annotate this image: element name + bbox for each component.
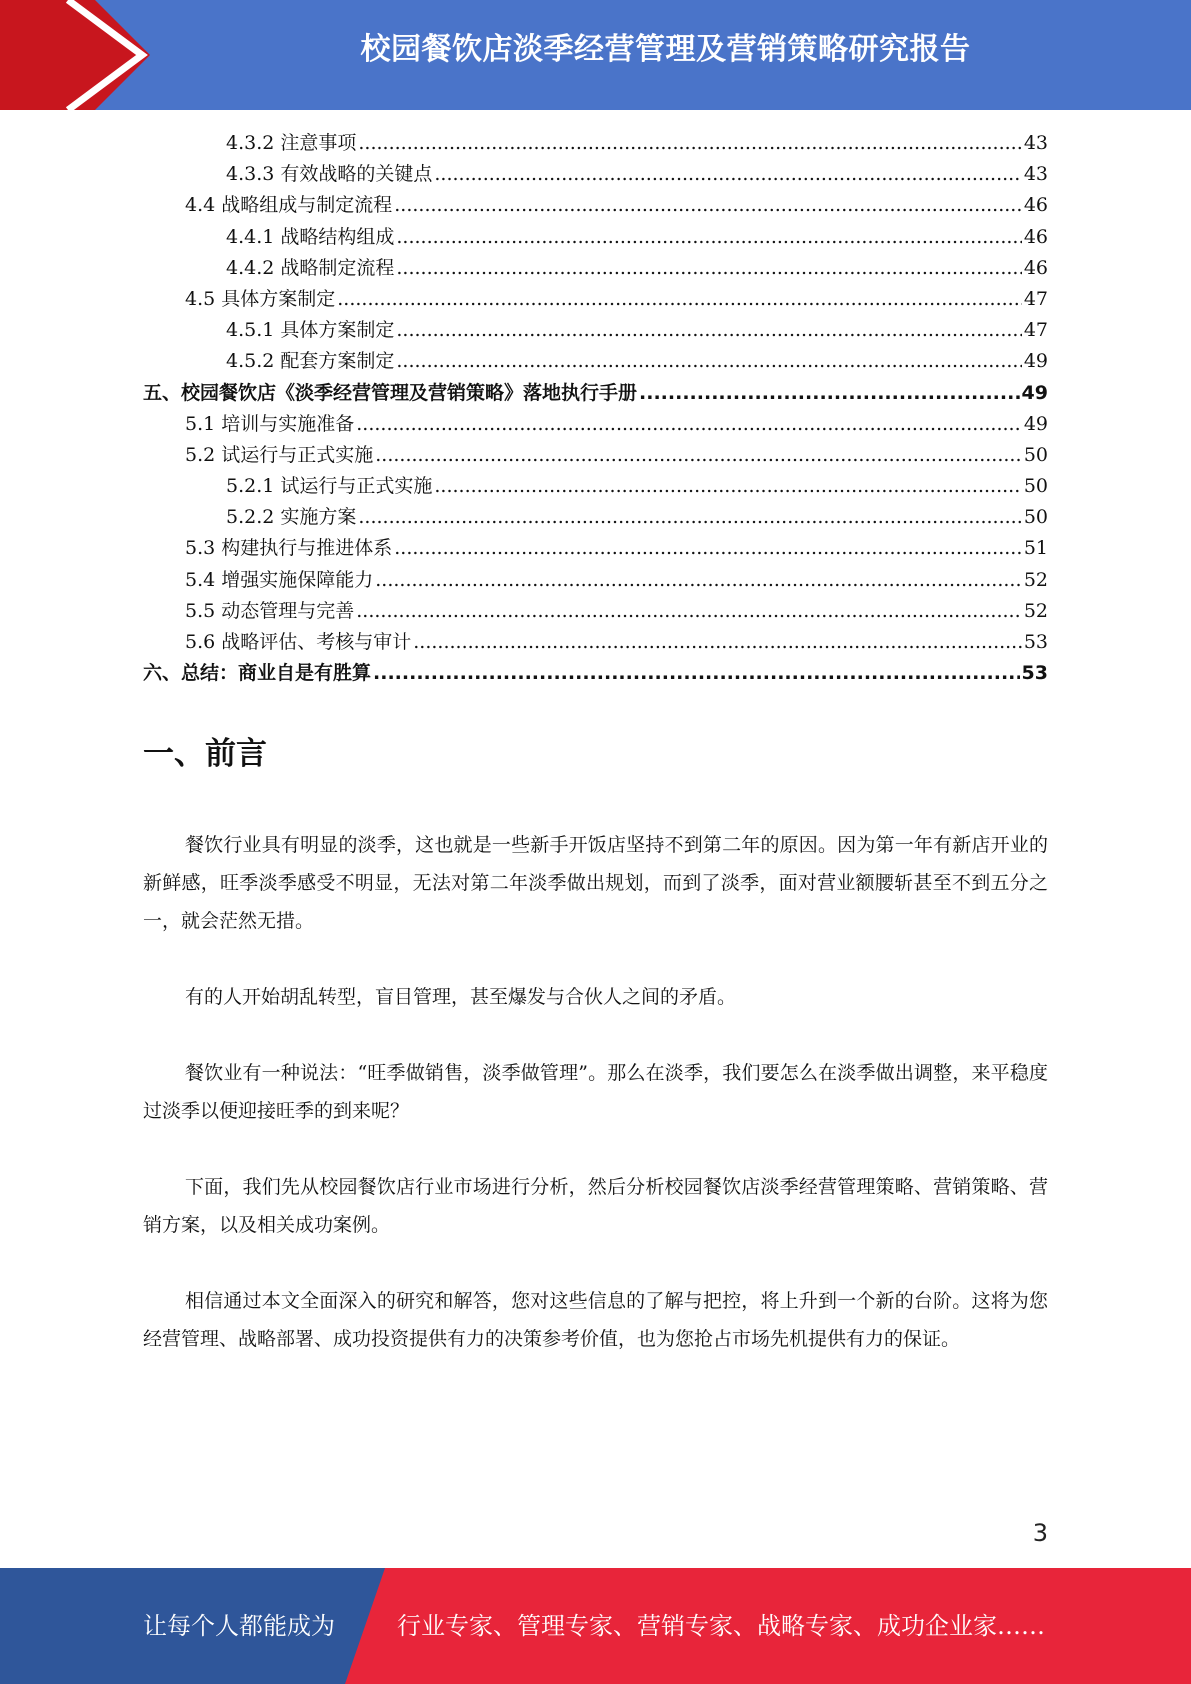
toc-entry-label: 4.5.1 具体方案制定 [226,319,395,342]
toc-leader-dots [396,253,1021,284]
toc-entry[interactable] [143,565,1048,596]
page-number: 3 [1032,1519,1048,1547]
toc-entry[interactable] [143,440,1048,471]
toc-entry-page: 46 [1023,256,1048,279]
toc-leader-dots [434,471,1021,502]
toc-entry[interactable] [143,253,1048,284]
toc-entry[interactable] [143,128,1048,159]
toc-leader-dots [413,627,1022,658]
toc-entry-page: 50 [1023,506,1048,529]
toc-leader-dots [375,565,1022,596]
page-header [0,0,1191,110]
paragraph: 相信通过本文全面深入的研究和解答，您对这些信息的了解与把控，将上升到一个新的台阶。这将为您经营管理、战略部署、成功投资提供有力的决策参考价值，也为您抢占市场先机提供有力的保证。 [143,1290,1048,1350]
toc-entry-label: 5.2.1 试运行与正式实施 [226,475,433,498]
toc-entry[interactable] [143,533,1048,564]
toc-entry-page: 53 [1023,631,1048,653]
paragraph: 餐饮行业具有明显的淡季，这也就是一些新手开饭店坚持不到第二年的原因。因为第一年有新店开业的新鲜感，旺季淡季感受不明显，无法对第二年淡季做出规划，而到了淡季，面对营业额腰斩甚至不到五分之一，就会茫然无措。 [143,834,1048,932]
toc-leader-dots [434,159,1021,190]
toc-entry[interactable] [143,346,1048,377]
toc-entry-page: 43 [1023,163,1048,186]
toc-entry-label: 5.2.2 实施方案 [226,506,357,529]
toc-entry-label: 4.5 具体方案制定 [185,287,336,310]
toc-entry[interactable] [143,190,1048,221]
toc-entry-page: 46 [1023,194,1048,217]
toc-entry-page: 52 [1023,599,1048,622]
footer-slogan-right: 行业专家、管理专家、营销专家、战略专家、成功企业家…… [397,1612,1045,1640]
toc-leader-dots [396,315,1021,346]
toc-entry-page: 49 [1023,412,1048,435]
toc-leader-dots [396,346,1021,377]
toc-leader-dots [356,596,1022,627]
toc-entry[interactable] [143,315,1048,346]
toc-leader-dots [337,284,1022,315]
footer-slogan-left: 让每个人都能成为 [143,1612,335,1640]
section-heading: 一、前言 [143,736,267,772]
toc-entry-label: 六、总结：商业自是有胜算 [143,662,372,685]
toc-entry[interactable] [143,596,1048,627]
toc-leader-dots [396,222,1021,253]
toc-entry[interactable] [143,284,1048,315]
toc-entry-page: 49 [1023,350,1048,373]
paragraph: 餐饮业有一种说法：“旺季做销售，淡季做管理”。那么在淡季，我们要怎么在淡季做出调整，来平稳度过淡季以便迎接旺季的到来呢？ [143,1062,1048,1122]
toc-leader-dots [358,502,1021,533]
toc-entry[interactable] [143,409,1048,440]
toc-entry[interactable] [143,159,1048,190]
toc-entry-label: 5.3 构建执行与推进体系 [185,537,393,560]
toc-leader-dots [394,533,1022,564]
toc-entry-page: 47 [1023,319,1048,342]
toc-leader-dots [358,128,1021,159]
toc-entry-label: 5.6 战略评估、考核与审计 [185,631,412,653]
toc-entry-label: 5.4 增强实施保障能力 [185,568,374,591]
header-red-arrow [0,0,160,110]
toc-entry-label: 5.2 试运行与正式实施 [185,443,374,466]
toc-entry[interactable] [143,627,1048,658]
toc-entry-label: 五、校园餐饮店《淡季经营管理及营销策略》落地执行手册 [143,381,638,404]
toc-entry-page: 53 [1021,662,1048,685]
table-of-contents [143,128,1048,689]
toc-entry[interactable] [143,471,1048,502]
paragraph: 有的人开始胡乱转型，盲目管理，甚至爆发与合伙人之间的矛盾。 [185,986,737,1008]
page-footer [0,1568,1191,1684]
toc-entry[interactable] [143,222,1048,253]
toc-entry-label: 4.4.1 战略结构组成 [226,225,395,248]
toc-entry-label: 5.1 培训与实施准备 [185,412,355,435]
toc-entry-label: 4.5.2 配套方案制定 [226,350,395,373]
toc-entry-label: 4.4 战略组成与制定流程 [185,194,393,217]
toc-entry-page: 49 [1021,381,1048,404]
toc-chapter-entry[interactable] [143,658,1048,689]
toc-entry-label: 5.5 动态管理与完善 [185,599,355,622]
report-title: 校园餐饮店淡季经营管理及营销策略研究报告 [360,32,971,67]
toc-entry-page: 50 [1023,475,1048,498]
toc-leader-dots [373,658,1020,689]
body-text [143,826,1048,1396]
toc-entry-label: 4.3.2 注意事项 [226,132,357,154]
toc-chapter-entry[interactable] [143,378,1048,409]
toc-entry-page: 43 [1023,132,1048,154]
toc-leader-dots [375,440,1022,471]
toc-leader-dots [356,409,1022,440]
toc-entry-page: 52 [1023,568,1048,591]
toc-entry-page: 47 [1023,287,1048,310]
toc-entry-page: 51 [1023,537,1048,560]
paragraph: 下面，我们先从校园餐饮店行业市场进行分析，然后分析校园餐饮店淡季经营管理策略、营销策略、营销方案，以及相关成功案例。 [143,1176,1048,1236]
toc-entry[interactable] [143,502,1048,533]
toc-entry-page: 50 [1023,443,1048,466]
toc-entry-label: 4.4.2 战略制定流程 [226,256,395,279]
toc-leader-dots [394,190,1022,221]
toc-entry-label: 4.3.3 有效战略的关键点 [226,163,433,186]
toc-entry-page: 46 [1023,225,1048,248]
toc-leader-dots [639,378,1020,409]
